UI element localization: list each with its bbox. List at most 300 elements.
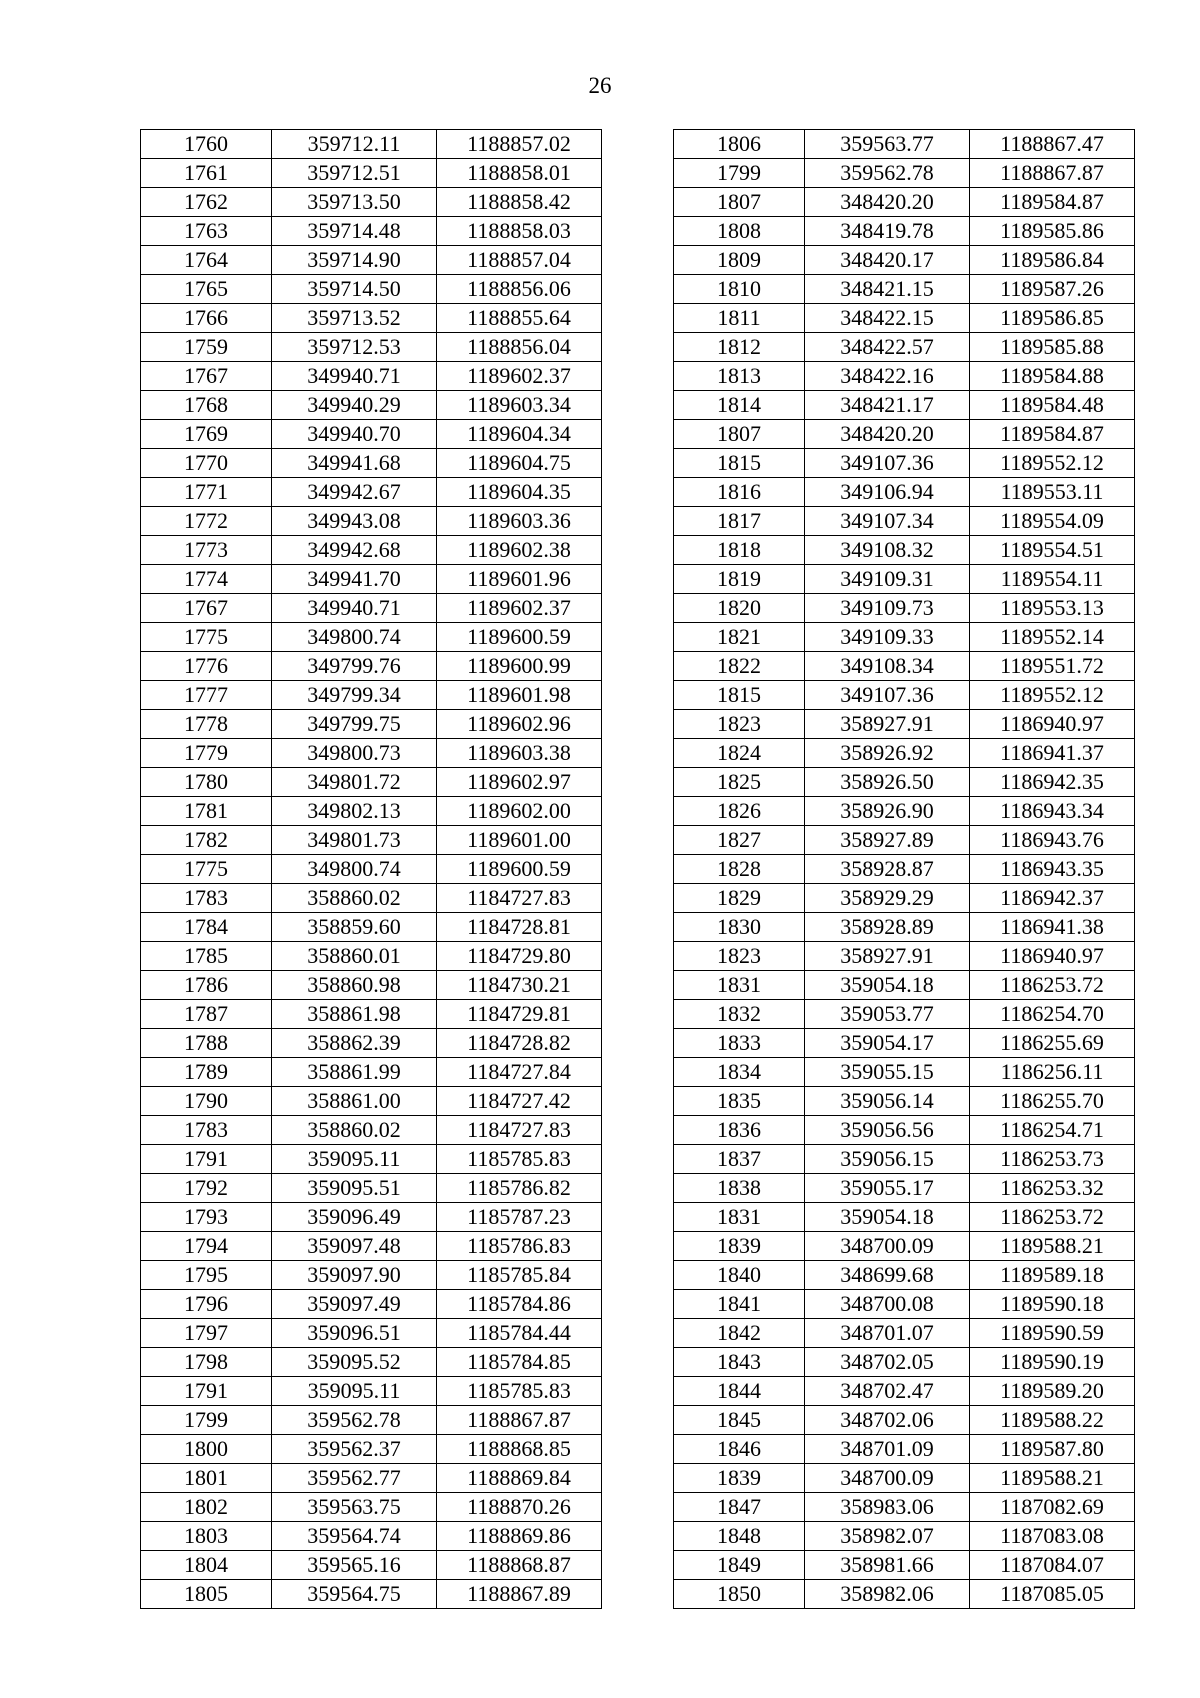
table-row (674, 884, 1135, 913)
table-row (674, 1464, 1135, 1493)
table-row (141, 1377, 602, 1406)
y-coordinate-cell: 1185784.85 (437, 1348, 602, 1377)
x-coordinate-cell: 358862.39 (272, 1029, 437, 1058)
x-coordinate-cell: 348420.17 (805, 246, 970, 275)
x-coordinate-cell: 358926.90 (805, 797, 970, 826)
point-number-cell: 1778 (141, 710, 272, 739)
point-number-cell: 1844 (674, 1377, 805, 1406)
y-coordinate-cell: 1188855.64 (437, 304, 602, 333)
table-row (674, 1348, 1135, 1377)
y-coordinate-cell: 1188868.87 (437, 1551, 602, 1580)
y-coordinate-cell: 1189603.38 (437, 739, 602, 768)
point-number-cell: 1832 (674, 1000, 805, 1029)
x-coordinate-cell: 349107.36 (805, 681, 970, 710)
x-coordinate-cell: 359563.77 (805, 130, 970, 159)
point-number-cell: 1815 (674, 449, 805, 478)
table-row (141, 304, 602, 333)
x-coordinate-cell: 348700.09 (805, 1464, 970, 1493)
x-coordinate-cell: 358861.98 (272, 1000, 437, 1029)
x-coordinate-cell: 359056.56 (805, 1116, 970, 1145)
table-row (674, 913, 1135, 942)
point-number-cell: 1774 (141, 565, 272, 594)
table-row (674, 391, 1135, 420)
table-row (674, 478, 1135, 507)
y-coordinate-cell: 1184729.80 (437, 942, 602, 971)
table-row (674, 855, 1135, 884)
y-coordinate-cell: 1186942.35 (970, 768, 1135, 797)
y-coordinate-cell: 1184727.83 (437, 1116, 602, 1145)
y-coordinate-cell: 1184728.82 (437, 1029, 602, 1058)
y-coordinate-cell: 1187085.05 (970, 1580, 1135, 1609)
point-number-cell: 1788 (141, 1029, 272, 1058)
point-number-cell: 1771 (141, 478, 272, 507)
y-coordinate-cell: 1189589.18 (970, 1261, 1135, 1290)
y-coordinate-cell: 1186255.69 (970, 1029, 1135, 1058)
point-number-cell: 1819 (674, 565, 805, 594)
x-coordinate-cell: 359096.49 (272, 1203, 437, 1232)
point-number-cell: 1846 (674, 1435, 805, 1464)
y-coordinate-cell: 1189586.84 (970, 246, 1135, 275)
point-number-cell: 1775 (141, 855, 272, 884)
table-row (141, 507, 602, 536)
point-number-cell: 1770 (141, 449, 272, 478)
point-number-cell: 1767 (141, 594, 272, 623)
y-coordinate-cell: 1188856.06 (437, 275, 602, 304)
x-coordinate-cell: 359054.18 (805, 971, 970, 1000)
x-coordinate-cell: 359562.78 (272, 1406, 437, 1435)
table-row (141, 1261, 602, 1290)
point-number-cell: 1759 (141, 333, 272, 362)
point-number-cell: 1809 (674, 246, 805, 275)
y-coordinate-cell: 1188870.26 (437, 1493, 602, 1522)
x-coordinate-cell: 359713.50 (272, 188, 437, 217)
point-number-cell: 1814 (674, 391, 805, 420)
y-coordinate-cell: 1189604.34 (437, 420, 602, 449)
table-row (141, 797, 602, 826)
x-coordinate-cell: 358982.07 (805, 1522, 970, 1551)
x-coordinate-cell: 358860.01 (272, 942, 437, 971)
table-row (674, 1174, 1135, 1203)
point-number-cell: 1783 (141, 1116, 272, 1145)
table-row (141, 565, 602, 594)
page-number: 26 (588, 73, 612, 98)
table-row (674, 275, 1135, 304)
point-number-cell: 1837 (674, 1145, 805, 1174)
table-row (674, 246, 1135, 275)
table-row (141, 391, 602, 420)
point-number-cell: 1824 (674, 739, 805, 768)
point-number-cell: 1783 (141, 884, 272, 913)
x-coordinate-cell: 349940.71 (272, 362, 437, 391)
x-coordinate-cell: 349108.34 (805, 652, 970, 681)
x-coordinate-cell: 348699.68 (805, 1261, 970, 1290)
point-number-cell: 1806 (674, 130, 805, 159)
y-coordinate-cell: 1189553.13 (970, 594, 1135, 623)
table-row (141, 536, 602, 565)
table-row (674, 739, 1135, 768)
x-coordinate-cell: 348702.06 (805, 1406, 970, 1435)
point-number-cell: 1810 (674, 275, 805, 304)
x-coordinate-cell: 349799.76 (272, 652, 437, 681)
point-number-cell: 1834 (674, 1058, 805, 1087)
y-coordinate-cell: 1185784.44 (437, 1319, 602, 1348)
table-row (674, 1406, 1135, 1435)
y-coordinate-cell: 1189590.59 (970, 1319, 1135, 1348)
table-row (141, 1348, 602, 1377)
x-coordinate-cell: 359097.90 (272, 1261, 437, 1290)
y-coordinate-cell: 1186943.76 (970, 826, 1135, 855)
table-row (674, 1377, 1135, 1406)
table-row (141, 449, 602, 478)
point-number-cell: 1829 (674, 884, 805, 913)
y-coordinate-cell: 1184729.81 (437, 1000, 602, 1029)
table-row (674, 1000, 1135, 1029)
table-row (141, 1000, 602, 1029)
coordinates-table-left (140, 129, 602, 1609)
y-coordinate-cell: 1188867.89 (437, 1580, 602, 1609)
table-row (674, 304, 1135, 333)
x-coordinate-cell: 359097.49 (272, 1290, 437, 1319)
y-coordinate-cell: 1189602.96 (437, 710, 602, 739)
point-number-cell: 1791 (141, 1145, 272, 1174)
table-row (141, 130, 602, 159)
table-row (141, 1145, 602, 1174)
table-row (674, 1058, 1135, 1087)
x-coordinate-cell: 348421.15 (805, 275, 970, 304)
y-coordinate-cell: 1189584.87 (970, 420, 1135, 449)
x-coordinate-cell: 358859.60 (272, 913, 437, 942)
x-coordinate-cell: 358928.87 (805, 855, 970, 884)
table-row (141, 1406, 602, 1435)
table-row (141, 884, 602, 913)
y-coordinate-cell: 1188857.04 (437, 246, 602, 275)
x-coordinate-cell: 349800.73 (272, 739, 437, 768)
point-number-cell: 1835 (674, 1087, 805, 1116)
point-number-cell: 1791 (141, 1377, 272, 1406)
point-number-cell: 1825 (674, 768, 805, 797)
table-row (674, 188, 1135, 217)
y-coordinate-cell: 1189588.21 (970, 1232, 1135, 1261)
x-coordinate-cell: 358861.99 (272, 1058, 437, 1087)
x-coordinate-cell: 358928.89 (805, 913, 970, 942)
x-coordinate-cell: 359054.17 (805, 1029, 970, 1058)
table-row (141, 913, 602, 942)
x-coordinate-cell: 359095.11 (272, 1377, 437, 1406)
table-row (674, 681, 1135, 710)
x-coordinate-cell: 358927.89 (805, 826, 970, 855)
y-coordinate-cell: 1185787.23 (437, 1203, 602, 1232)
point-number-cell: 1823 (674, 942, 805, 971)
y-coordinate-cell: 1186253.72 (970, 1203, 1135, 1232)
table-row (141, 681, 602, 710)
y-coordinate-cell: 1189604.35 (437, 478, 602, 507)
point-number-cell: 1786 (141, 971, 272, 1000)
table-row (141, 333, 602, 362)
coordinates-table-left-body (141, 130, 602, 1609)
table-row (141, 1087, 602, 1116)
y-coordinate-cell: 1185785.83 (437, 1145, 602, 1174)
table-row (674, 1580, 1135, 1609)
y-coordinate-cell: 1189590.18 (970, 1290, 1135, 1319)
y-coordinate-cell: 1189602.38 (437, 536, 602, 565)
point-number-cell: 1799 (141, 1406, 272, 1435)
x-coordinate-cell: 349940.71 (272, 594, 437, 623)
y-coordinate-cell: 1184730.21 (437, 971, 602, 1000)
y-coordinate-cell: 1189600.59 (437, 623, 602, 652)
point-number-cell: 1792 (141, 1174, 272, 1203)
point-number-cell: 1812 (674, 333, 805, 362)
x-coordinate-cell: 349941.70 (272, 565, 437, 594)
point-number-cell: 1784 (141, 913, 272, 942)
y-coordinate-cell: 1186942.37 (970, 884, 1135, 913)
x-coordinate-cell: 359712.11 (272, 130, 437, 159)
table-row (141, 1232, 602, 1261)
point-number-cell: 1769 (141, 420, 272, 449)
point-number-cell: 1831 (674, 1203, 805, 1232)
x-coordinate-cell: 359565.16 (272, 1551, 437, 1580)
y-coordinate-cell: 1188858.42 (437, 188, 602, 217)
y-coordinate-cell: 1185785.84 (437, 1261, 602, 1290)
table-row (674, 942, 1135, 971)
point-number-cell: 1845 (674, 1406, 805, 1435)
y-coordinate-cell: 1188857.02 (437, 130, 602, 159)
table-row (141, 1203, 602, 1232)
point-number-cell: 1763 (141, 217, 272, 246)
point-number-cell: 1760 (141, 130, 272, 159)
y-coordinate-cell: 1187082.69 (970, 1493, 1135, 1522)
x-coordinate-cell: 349108.32 (805, 536, 970, 565)
table-row (141, 1290, 602, 1319)
y-coordinate-cell: 1189601.00 (437, 826, 602, 855)
x-coordinate-cell: 349800.74 (272, 855, 437, 884)
y-coordinate-cell: 1186253.32 (970, 1174, 1135, 1203)
y-coordinate-cell: 1188858.03 (437, 217, 602, 246)
x-coordinate-cell: 358927.91 (805, 710, 970, 739)
x-coordinate-cell: 348701.09 (805, 1435, 970, 1464)
y-coordinate-cell: 1185786.83 (437, 1232, 602, 1261)
y-coordinate-cell: 1189601.98 (437, 681, 602, 710)
point-number-cell: 1816 (674, 478, 805, 507)
table-row (674, 159, 1135, 188)
table-row (141, 971, 602, 1000)
y-coordinate-cell: 1189584.88 (970, 362, 1135, 391)
x-coordinate-cell: 359056.15 (805, 1145, 970, 1174)
y-coordinate-cell: 1188867.47 (970, 130, 1135, 159)
y-coordinate-cell: 1189551.72 (970, 652, 1135, 681)
point-number-cell: 1790 (141, 1087, 272, 1116)
y-coordinate-cell: 1189552.12 (970, 681, 1135, 710)
table-row (674, 507, 1135, 536)
y-coordinate-cell: 1189590.19 (970, 1348, 1135, 1377)
y-coordinate-cell: 1186943.34 (970, 797, 1135, 826)
y-coordinate-cell: 1189554.09 (970, 507, 1135, 536)
point-number-cell: 1817 (674, 507, 805, 536)
x-coordinate-cell: 348702.05 (805, 1348, 970, 1377)
point-number-cell: 1827 (674, 826, 805, 855)
x-coordinate-cell: 359562.78 (805, 159, 970, 188)
point-number-cell: 1772 (141, 507, 272, 536)
point-number-cell: 1815 (674, 681, 805, 710)
y-coordinate-cell: 1189554.51 (970, 536, 1135, 565)
table-row (674, 1232, 1135, 1261)
x-coordinate-cell: 359055.17 (805, 1174, 970, 1203)
y-coordinate-cell: 1189584.48 (970, 391, 1135, 420)
point-number-cell: 1839 (674, 1232, 805, 1261)
table-row (674, 1435, 1135, 1464)
table-row (674, 1145, 1135, 1174)
table-row (674, 826, 1135, 855)
point-number-cell: 1830 (674, 913, 805, 942)
table-row (674, 1319, 1135, 1348)
y-coordinate-cell: 1189554.11 (970, 565, 1135, 594)
table-row (674, 623, 1135, 652)
y-coordinate-cell: 1184728.81 (437, 913, 602, 942)
point-number-cell: 1823 (674, 710, 805, 739)
x-coordinate-cell: 349940.70 (272, 420, 437, 449)
x-coordinate-cell: 358926.92 (805, 739, 970, 768)
y-coordinate-cell: 1186253.73 (970, 1145, 1135, 1174)
table-row (674, 710, 1135, 739)
point-number-cell: 1841 (674, 1290, 805, 1319)
point-number-cell: 1773 (141, 536, 272, 565)
x-coordinate-cell: 348421.17 (805, 391, 970, 420)
x-coordinate-cell: 359712.51 (272, 159, 437, 188)
table-row (674, 652, 1135, 681)
table-row (674, 1290, 1135, 1319)
table-row (141, 1029, 602, 1058)
point-number-cell: 1843 (674, 1348, 805, 1377)
x-coordinate-cell: 359095.11 (272, 1145, 437, 1174)
point-number-cell: 1811 (674, 304, 805, 333)
y-coordinate-cell: 1189600.99 (437, 652, 602, 681)
point-number-cell: 1826 (674, 797, 805, 826)
y-coordinate-cell: 1186943.35 (970, 855, 1135, 884)
y-coordinate-cell: 1189588.22 (970, 1406, 1135, 1435)
table-row (674, 797, 1135, 826)
y-coordinate-cell: 1187083.08 (970, 1522, 1135, 1551)
table-row (141, 1522, 602, 1551)
table-row (674, 130, 1135, 159)
x-coordinate-cell: 359053.77 (805, 1000, 970, 1029)
y-coordinate-cell: 1188869.86 (437, 1522, 602, 1551)
y-coordinate-cell: 1189585.88 (970, 333, 1135, 362)
point-number-cell: 1839 (674, 1464, 805, 1493)
table-row (141, 623, 602, 652)
y-coordinate-cell: 1188858.01 (437, 159, 602, 188)
x-coordinate-cell: 359097.48 (272, 1232, 437, 1261)
x-coordinate-cell: 358861.00 (272, 1087, 437, 1116)
x-coordinate-cell: 359712.53 (272, 333, 437, 362)
table-row (141, 420, 602, 449)
point-number-cell: 1764 (141, 246, 272, 275)
table-row (674, 1261, 1135, 1290)
x-coordinate-cell: 359562.37 (272, 1435, 437, 1464)
table-row (141, 1058, 602, 1087)
x-coordinate-cell: 359095.51 (272, 1174, 437, 1203)
x-coordinate-cell: 359714.90 (272, 246, 437, 275)
x-coordinate-cell: 349801.72 (272, 768, 437, 797)
x-coordinate-cell: 349942.68 (272, 536, 437, 565)
point-number-cell: 1779 (141, 739, 272, 768)
x-coordinate-cell: 358927.91 (805, 942, 970, 971)
point-number-cell: 1768 (141, 391, 272, 420)
table-row (141, 826, 602, 855)
x-coordinate-cell: 349800.74 (272, 623, 437, 652)
coordinates-table-right-body (674, 130, 1135, 1609)
table-row (674, 217, 1135, 246)
x-coordinate-cell: 349943.08 (272, 507, 437, 536)
point-number-cell: 1765 (141, 275, 272, 304)
point-number-cell: 1787 (141, 1000, 272, 1029)
table-row (141, 1493, 602, 1522)
y-coordinate-cell: 1189584.87 (970, 188, 1135, 217)
y-coordinate-cell: 1189552.12 (970, 449, 1135, 478)
y-coordinate-cell: 1189588.21 (970, 1464, 1135, 1493)
x-coordinate-cell: 358983.06 (805, 1493, 970, 1522)
point-number-cell: 1776 (141, 652, 272, 681)
point-number-cell: 1807 (674, 188, 805, 217)
table-row (674, 1087, 1135, 1116)
table-row (674, 333, 1135, 362)
point-number-cell: 1813 (674, 362, 805, 391)
x-coordinate-cell: 349940.29 (272, 391, 437, 420)
table-row (141, 1116, 602, 1145)
y-coordinate-cell: 1186940.97 (970, 710, 1135, 739)
x-coordinate-cell: 349941.68 (272, 449, 437, 478)
x-coordinate-cell: 359096.51 (272, 1319, 437, 1348)
y-coordinate-cell: 1185785.83 (437, 1377, 602, 1406)
x-coordinate-cell: 348700.08 (805, 1290, 970, 1319)
table-row (141, 478, 602, 507)
point-number-cell: 1822 (674, 652, 805, 681)
x-coordinate-cell: 359714.50 (272, 275, 437, 304)
point-number-cell: 1789 (141, 1058, 272, 1087)
x-coordinate-cell: 359562.77 (272, 1464, 437, 1493)
y-coordinate-cell: 1188869.84 (437, 1464, 602, 1493)
point-number-cell: 1803 (141, 1522, 272, 1551)
point-number-cell: 1821 (674, 623, 805, 652)
table-row (674, 420, 1135, 449)
y-coordinate-cell: 1189603.36 (437, 507, 602, 536)
y-coordinate-cell: 1189602.37 (437, 594, 602, 623)
coordinates-table-right (673, 129, 1135, 1609)
x-coordinate-cell: 349106.94 (805, 478, 970, 507)
point-number-cell: 1808 (674, 217, 805, 246)
y-coordinate-cell: 1186253.72 (970, 971, 1135, 1000)
point-number-cell: 1848 (674, 1522, 805, 1551)
point-number-cell: 1766 (141, 304, 272, 333)
x-coordinate-cell: 349799.75 (272, 710, 437, 739)
point-number-cell: 1798 (141, 1348, 272, 1377)
table-row (141, 1174, 602, 1203)
table-row (674, 362, 1135, 391)
y-coordinate-cell: 1186254.71 (970, 1116, 1135, 1145)
x-coordinate-cell: 349799.34 (272, 681, 437, 710)
table-row (674, 1493, 1135, 1522)
x-coordinate-cell: 349107.34 (805, 507, 970, 536)
table-row (674, 536, 1135, 565)
table-row (141, 710, 602, 739)
x-coordinate-cell: 349109.73 (805, 594, 970, 623)
x-coordinate-cell: 348420.20 (805, 188, 970, 217)
y-coordinate-cell: 1189604.75 (437, 449, 602, 478)
y-coordinate-cell: 1184727.42 (437, 1087, 602, 1116)
y-coordinate-cell: 1189600.59 (437, 855, 602, 884)
point-number-cell: 1849 (674, 1551, 805, 1580)
table-row (674, 594, 1135, 623)
point-number-cell: 1831 (674, 971, 805, 1000)
point-number-cell: 1804 (141, 1551, 272, 1580)
